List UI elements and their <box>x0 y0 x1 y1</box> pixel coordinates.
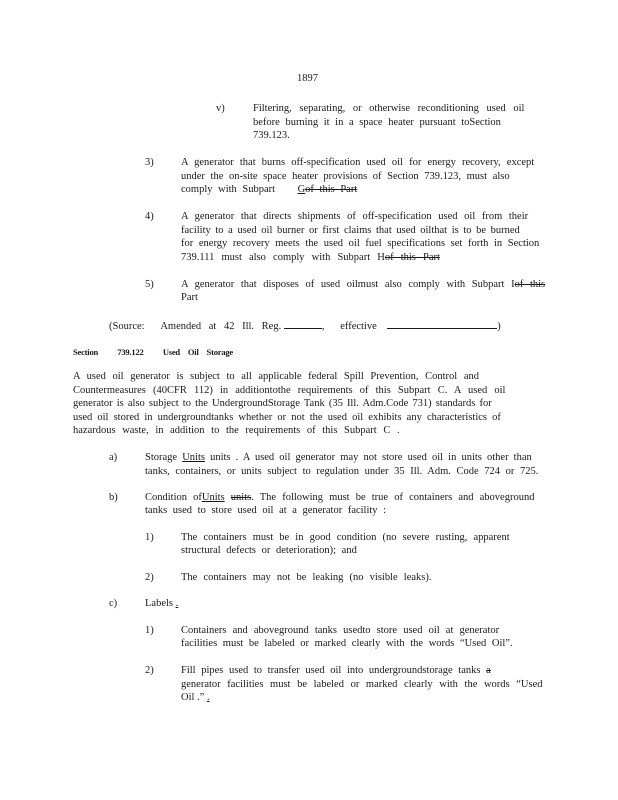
page-number: 1897 <box>297 73 318 84</box>
text-line: under the on-site space heater provisions of Section 739.123, must also <box>181 171 510 182</box>
section-title: Used Oil Storage <box>162 347 233 357</box>
text-line <box>181 691 210 705</box>
text-line: generator facilities must be labeled or marked clearly with the words “Used <box>181 679 543 690</box>
text-line: Countermeasures (40CFR 112) in additiontothe requirements of this Subpart C. A used oil <box>73 385 506 396</box>
item-label: a) <box>109 452 118 463</box>
text-line: The containers must be in good condition (no severe rusting, apparent <box>181 532 510 543</box>
text-run: effective <box>340 321 377 332</box>
text-line: tanks, containers, or units subject to regulation under 35 Ill. Adm. Code 724 or 725. <box>145 466 539 477</box>
item-label: 4) <box>145 211 154 222</box>
section-heading <box>73 346 233 360</box>
deleted-text: of this Part <box>305 184 358 195</box>
text-run: (Source: <box>109 321 145 332</box>
item-label: 1) <box>145 532 154 543</box>
text-line <box>181 251 440 265</box>
text-line: A used oil generator is subject to all applicable federal Spill Prevention, Control and <box>73 371 479 382</box>
text-line: used oil stored in undergroundtanks whether or not the used oil exhibits any characteristics of <box>73 412 501 423</box>
text-line <box>181 278 545 292</box>
text-run: Fill pipes used to transfer used oil into undergroundstorage tanks <box>181 665 481 676</box>
deleted-text: units <box>230 492 252 503</box>
text-line: Filtering, separating, or otherwise reconditioning used oil <box>253 103 525 114</box>
text-run: ) <box>497 321 501 332</box>
text-line: before burning it in a space heater pursuant toSection <box>253 117 501 128</box>
text-line: A generator that burns off-specification used oil for energy recovery, except <box>181 157 535 168</box>
text-line: 739.123. <box>253 130 290 141</box>
text-run: 739.111 must also comply with Subpart H <box>181 252 385 263</box>
text-run: a <box>486 665 491 676</box>
deleted-text: units <box>210 452 231 463</box>
text-run: Storage <box>145 452 178 463</box>
text-line: generator is also subject to the UndergroundStorage Tank (35 Ill. Adm.Code 731) standards for <box>73 398 492 409</box>
item-label: v) <box>216 103 225 114</box>
text-run: Amended at 42 Ill. Reg. <box>160 321 282 332</box>
item-label: c) <box>109 598 118 609</box>
text-line: A generator that directs shipments of off-specification used oil from their <box>181 211 529 222</box>
text-line: facility to a used oil burner or first claims that used oilthat is to be burned <box>181 225 520 236</box>
item-label: 2) <box>145 572 154 583</box>
item-label: b) <box>109 492 118 503</box>
text-run: Oil <box>181 692 195 703</box>
text-line <box>145 451 532 465</box>
text-run: . The following must be true of containers and aboveground <box>251 492 535 503</box>
inserted-text: Units <box>201 492 225 503</box>
item-label: 1) <box>145 625 154 636</box>
item-label: 5) <box>145 279 154 290</box>
item-label: 3) <box>145 157 154 168</box>
text-line <box>181 183 357 197</box>
deleted-text: Part <box>181 292 198 303</box>
text-line <box>181 664 491 678</box>
text-run: Labels <box>145 598 173 609</box>
text-line: for energy recovery meets the used oil fuel specifications set forth in Section <box>181 238 540 249</box>
text-run: A generator that disposes of used oilmust also comply with Subpart I <box>181 279 515 290</box>
text-run: . A used oil generator may not store used oil in units other than <box>235 452 532 463</box>
text-line: tanks used to store used oil at a generator facility : <box>145 505 387 516</box>
text-run: .” <box>197 692 205 703</box>
text-line: facilities must be labeled or marked clearly with the words “Used Oil”. <box>181 638 513 649</box>
text-run: comply with Subpart <box>181 184 276 195</box>
item-label: 2) <box>145 665 154 676</box>
deleted-text: . <box>175 598 179 609</box>
inserted-text: . <box>206 692 210 703</box>
reg-volume-blank <box>284 318 322 329</box>
text-run: , <box>321 321 325 332</box>
section-number: 739.122 <box>117 347 144 357</box>
inserted-text: Units <box>182 452 205 463</box>
text-line: The containers may not be leaking (no visible leaks). <box>181 572 432 583</box>
text-line: structural defects or deterioration); and <box>181 545 357 556</box>
text-line: Containers and aboveground tanks usedto store used oil at generator <box>181 625 500 636</box>
inserted-text: G <box>297 184 306 195</box>
deleted-text: of this Part <box>384 252 440 263</box>
source-note <box>109 318 501 334</box>
deleted-text <box>486 664 491 678</box>
text-run: Section <box>73 347 99 357</box>
text-line: hazardous waste, in addition to the requirements of this Subpart C . <box>73 425 400 436</box>
text-line <box>145 491 534 505</box>
effective-date-blank <box>387 318 497 329</box>
text-run: Condition of <box>145 492 202 503</box>
text-line <box>145 597 178 611</box>
deleted-text: of this <box>514 279 546 290</box>
